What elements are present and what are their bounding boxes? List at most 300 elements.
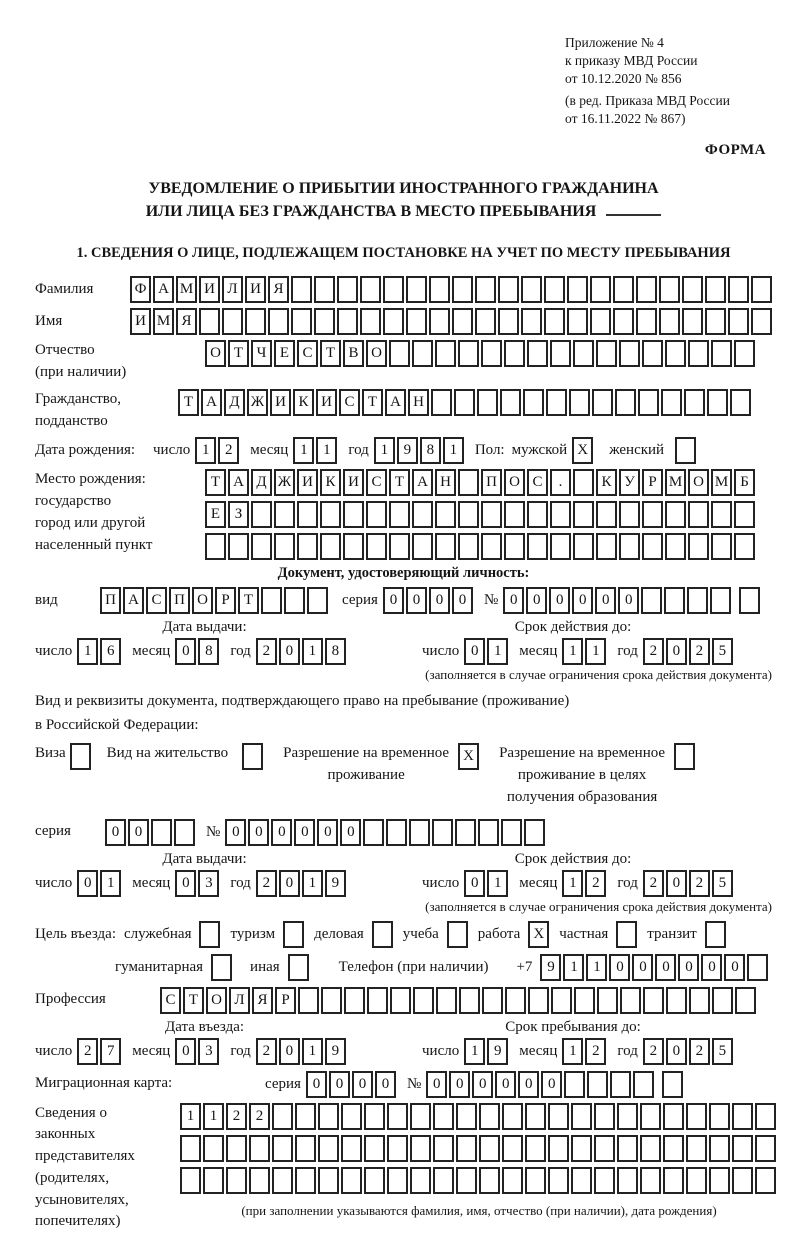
- char-cell[interactable]: С: [146, 587, 167, 614]
- char-cell[interactable]: [734, 501, 755, 528]
- char-cell[interactable]: И: [199, 276, 220, 303]
- char-cell[interactable]: [318, 1103, 339, 1130]
- char-cell[interactable]: [433, 1167, 454, 1194]
- char-cell[interactable]: 0: [105, 819, 126, 846]
- edu-permit-checkbox[interactable]: [674, 743, 697, 770]
- char-cell[interactable]: 8: [420, 437, 441, 464]
- char-cell[interactable]: [502, 1103, 523, 1130]
- char-cell[interactable]: 0: [678, 954, 699, 981]
- char-cell[interactable]: [550, 501, 571, 528]
- char-cell[interactable]: [619, 340, 640, 367]
- char-cell[interactable]: [390, 987, 411, 1014]
- char-cell[interactable]: С: [339, 389, 360, 416]
- char-cell[interactable]: Ж: [247, 389, 268, 416]
- char-cell[interactable]: [314, 308, 335, 335]
- char-cell[interactable]: [251, 533, 272, 560]
- char-cell[interactable]: [573, 501, 594, 528]
- char-cell[interactable]: [366, 501, 387, 528]
- char-cell[interactable]: [687, 587, 708, 614]
- char-cell[interactable]: [642, 533, 663, 560]
- purpose-study-checkbox[interactable]: [447, 921, 470, 948]
- char-cell[interactable]: [551, 987, 572, 1014]
- char-cell[interactable]: [261, 587, 282, 614]
- char-cell[interactable]: [367, 987, 388, 1014]
- birth-year-cells[interactable]: [374, 437, 466, 464]
- char-cell[interactable]: [481, 340, 502, 367]
- char-cell[interactable]: 0: [306, 1071, 327, 1098]
- char-cell[interactable]: [360, 308, 381, 335]
- char-cell[interactable]: [295, 1103, 316, 1130]
- char-cell[interactable]: 1: [562, 1038, 583, 1065]
- char-cell[interactable]: 1: [302, 1038, 323, 1065]
- char-cell[interactable]: [284, 587, 305, 614]
- char-cell[interactable]: [596, 501, 617, 528]
- char-cell[interactable]: 0: [724, 954, 745, 981]
- char-cell[interactable]: [458, 340, 479, 367]
- doc-expiry-day-cells[interactable]: [464, 638, 510, 665]
- char-cell[interactable]: [613, 308, 634, 335]
- doc-issue-year-cells[interactable]: [256, 638, 348, 665]
- char-cell[interactable]: [272, 1167, 293, 1194]
- char-cell[interactable]: [674, 743, 695, 770]
- char-cell[interactable]: [732, 1135, 753, 1162]
- char-cell[interactable]: [711, 501, 732, 528]
- char-cell[interactable]: 0: [375, 1071, 396, 1098]
- char-cell[interactable]: Е: [274, 340, 295, 367]
- char-cell[interactable]: 9: [487, 1038, 508, 1065]
- char-cell[interactable]: [636, 308, 657, 335]
- char-cell[interactable]: [521, 276, 542, 303]
- char-cell[interactable]: [337, 308, 358, 335]
- doc-series-cells[interactable]: [383, 587, 475, 614]
- char-cell[interactable]: [502, 1167, 523, 1194]
- char-cell[interactable]: [640, 1103, 661, 1130]
- char-cell[interactable]: Ж: [274, 469, 295, 496]
- char-cell[interactable]: 1: [562, 870, 583, 897]
- char-cell[interactable]: [548, 1103, 569, 1130]
- char-cell[interactable]: [663, 1135, 684, 1162]
- char-cell[interactable]: 2: [218, 437, 239, 464]
- char-cell[interactable]: [548, 1135, 569, 1162]
- char-cell[interactable]: X: [458, 743, 479, 770]
- char-cell[interactable]: 1: [302, 870, 323, 897]
- doc-number-extra-cell[interactable]: [739, 587, 762, 614]
- char-cell[interactable]: [433, 1103, 454, 1130]
- stay-month-cells[interactable]: [562, 1038, 608, 1065]
- char-cell[interactable]: [636, 276, 657, 303]
- doc-issue-month-cells[interactable]: [175, 638, 221, 665]
- char-cell[interactable]: [711, 533, 732, 560]
- char-cell[interactable]: 0: [526, 587, 547, 614]
- entry-day-cells[interactable]: [77, 1038, 123, 1065]
- char-cell[interactable]: [364, 1103, 385, 1130]
- char-cell[interactable]: А: [412, 469, 433, 496]
- char-cell[interactable]: К: [293, 389, 314, 416]
- char-cell[interactable]: 1: [487, 870, 508, 897]
- char-cell[interactable]: 9: [325, 1038, 346, 1065]
- char-cell[interactable]: [689, 987, 710, 1014]
- char-cell[interactable]: [435, 340, 456, 367]
- char-cell[interactable]: [705, 308, 726, 335]
- birth-place-cells-row1[interactable]: [205, 469, 757, 496]
- rvp-issue-month-cells[interactable]: [175, 870, 221, 897]
- char-cell[interactable]: У: [619, 469, 640, 496]
- char-cell[interactable]: 1: [563, 954, 584, 981]
- char-cell[interactable]: [571, 1167, 592, 1194]
- char-cell[interactable]: [564, 1071, 585, 1098]
- char-cell[interactable]: Т: [238, 587, 259, 614]
- char-cell[interactable]: [504, 533, 525, 560]
- char-cell[interactable]: М: [153, 308, 174, 335]
- char-cell[interactable]: [406, 308, 427, 335]
- char-cell[interactable]: [307, 587, 328, 614]
- char-cell[interactable]: [663, 1103, 684, 1130]
- char-cell[interactable]: [432, 819, 453, 846]
- char-cell[interactable]: 1: [203, 1103, 224, 1130]
- char-cell[interactable]: [711, 340, 732, 367]
- char-cell[interactable]: [297, 501, 318, 528]
- char-cell[interactable]: Т: [362, 389, 383, 416]
- char-cell[interactable]: [709, 1135, 730, 1162]
- char-cell[interactable]: [321, 987, 342, 1014]
- char-cell[interactable]: Л: [222, 276, 243, 303]
- char-cell[interactable]: [410, 1167, 431, 1194]
- temp-permit-checkbox[interactable]: [458, 743, 481, 770]
- char-cell[interactable]: 0: [352, 1071, 373, 1098]
- char-cell[interactable]: [684, 389, 705, 416]
- char-cell[interactable]: [594, 1135, 615, 1162]
- char-cell[interactable]: [574, 987, 595, 1014]
- char-cell[interactable]: [633, 1071, 654, 1098]
- char-cell[interactable]: 1: [316, 437, 337, 464]
- char-cell[interactable]: [458, 533, 479, 560]
- char-cell[interactable]: [291, 308, 312, 335]
- char-cell[interactable]: [272, 1103, 293, 1130]
- char-cell[interactable]: [525, 1103, 546, 1130]
- char-cell[interactable]: 0: [609, 954, 630, 981]
- char-cell[interactable]: [712, 987, 733, 1014]
- char-cell[interactable]: [481, 501, 502, 528]
- representatives-cells-row3[interactable]: [180, 1167, 778, 1194]
- char-cell[interactable]: [590, 276, 611, 303]
- char-cell[interactable]: 2: [643, 870, 664, 897]
- char-cell[interactable]: О: [504, 469, 525, 496]
- char-cell[interactable]: А: [123, 587, 144, 614]
- char-cell[interactable]: 7: [100, 1038, 121, 1065]
- char-cell[interactable]: П: [100, 587, 121, 614]
- char-cell[interactable]: [688, 340, 709, 367]
- char-cell[interactable]: 0: [279, 1038, 300, 1065]
- char-cell[interactable]: [613, 276, 634, 303]
- char-cell[interactable]: [592, 389, 613, 416]
- char-cell[interactable]: 2: [77, 1038, 98, 1065]
- char-cell[interactable]: 0: [666, 638, 687, 665]
- rvp-series-cells[interactable]: [105, 819, 197, 846]
- char-cell[interactable]: 1: [100, 870, 121, 897]
- char-cell[interactable]: [475, 276, 496, 303]
- char-cell[interactable]: [504, 340, 525, 367]
- char-cell[interactable]: [527, 340, 548, 367]
- char-cell[interactable]: Я: [252, 987, 273, 1014]
- char-cell[interactable]: Ч: [251, 340, 272, 367]
- char-cell[interactable]: [615, 389, 636, 416]
- char-cell[interactable]: [548, 1167, 569, 1194]
- char-cell[interactable]: [478, 819, 499, 846]
- char-cell[interactable]: [751, 276, 772, 303]
- char-cell[interactable]: [412, 501, 433, 528]
- char-cell[interactable]: [459, 987, 480, 1014]
- char-cell[interactable]: [735, 987, 756, 1014]
- char-cell[interactable]: [199, 921, 220, 948]
- char-cell[interactable]: 0: [279, 870, 300, 897]
- char-cell[interactable]: [435, 501, 456, 528]
- char-cell[interactable]: [341, 1167, 362, 1194]
- char-cell[interactable]: [617, 1167, 638, 1194]
- char-cell[interactable]: [569, 389, 590, 416]
- char-cell[interactable]: 0: [77, 870, 98, 897]
- char-cell[interactable]: 0: [518, 1071, 539, 1098]
- char-cell[interactable]: [389, 340, 410, 367]
- char-cell[interactable]: 2: [585, 1038, 606, 1065]
- char-cell[interactable]: [705, 276, 726, 303]
- doc-expiry-month-cells[interactable]: [562, 638, 608, 665]
- char-cell[interactable]: 2: [689, 870, 710, 897]
- char-cell[interactable]: 1: [302, 638, 323, 665]
- char-cell[interactable]: [456, 1135, 477, 1162]
- char-cell[interactable]: И: [343, 469, 364, 496]
- char-cell[interactable]: [274, 501, 295, 528]
- profession-cells[interactable]: [160, 987, 758, 1014]
- char-cell[interactable]: Р: [642, 469, 663, 496]
- char-cell[interactable]: [70, 743, 91, 770]
- char-cell[interactable]: А: [201, 389, 222, 416]
- char-cell[interactable]: 0: [294, 819, 315, 846]
- char-cell[interactable]: [616, 921, 637, 948]
- char-cell[interactable]: [709, 1103, 730, 1130]
- char-cell[interactable]: 8: [198, 638, 219, 665]
- char-cell[interactable]: [527, 501, 548, 528]
- doc-expiry-year-cells[interactable]: [643, 638, 735, 665]
- char-cell[interactable]: П: [481, 469, 502, 496]
- char-cell[interactable]: Т: [183, 987, 204, 1014]
- char-cell[interactable]: 3: [198, 870, 219, 897]
- char-cell[interactable]: [295, 1167, 316, 1194]
- char-cell[interactable]: [682, 308, 703, 335]
- char-cell[interactable]: [387, 1167, 408, 1194]
- char-cell[interactable]: [617, 1135, 638, 1162]
- char-cell[interactable]: 0: [452, 587, 473, 614]
- char-cell[interactable]: [755, 1135, 776, 1162]
- char-cell[interactable]: [341, 1135, 362, 1162]
- migration-number-cells[interactable]: [426, 1071, 656, 1098]
- char-cell[interactable]: [523, 389, 544, 416]
- char-cell[interactable]: [291, 276, 312, 303]
- char-cell[interactable]: 2: [249, 1103, 270, 1130]
- char-cell[interactable]: 1: [487, 638, 508, 665]
- char-cell[interactable]: 9: [540, 954, 561, 981]
- char-cell[interactable]: [479, 1167, 500, 1194]
- char-cell[interactable]: 5: [712, 870, 733, 897]
- char-cell[interactable]: Ф: [130, 276, 151, 303]
- char-cell[interactable]: [751, 308, 772, 335]
- char-cell[interactable]: [447, 921, 468, 948]
- purpose-official-checkbox[interactable]: [199, 921, 222, 948]
- birth-day-cells[interactable]: [195, 437, 241, 464]
- char-cell[interactable]: [410, 1135, 431, 1162]
- entry-month-cells[interactable]: [175, 1038, 221, 1065]
- stay-year-cells[interactable]: [643, 1038, 735, 1065]
- char-cell[interactable]: С: [527, 469, 548, 496]
- char-cell[interactable]: С: [366, 469, 387, 496]
- char-cell[interactable]: 0: [549, 587, 570, 614]
- char-cell[interactable]: 2: [585, 870, 606, 897]
- char-cell[interactable]: [452, 308, 473, 335]
- char-cell[interactable]: 0: [225, 819, 246, 846]
- char-cell[interactable]: П: [169, 587, 190, 614]
- char-cell[interactable]: [675, 437, 696, 464]
- char-cell[interactable]: [596, 340, 617, 367]
- char-cell[interactable]: [640, 1135, 661, 1162]
- char-cell[interactable]: Я: [176, 308, 197, 335]
- char-cell[interactable]: [205, 533, 226, 560]
- char-cell[interactable]: М: [176, 276, 197, 303]
- char-cell[interactable]: 9: [325, 870, 346, 897]
- char-cell[interactable]: [249, 1135, 270, 1162]
- rvp-number-cells[interactable]: [225, 819, 547, 846]
- char-cell[interactable]: Т: [228, 340, 249, 367]
- char-cell[interactable]: [597, 987, 618, 1014]
- char-cell[interactable]: [203, 1135, 224, 1162]
- char-cell[interactable]: 0: [426, 1071, 447, 1098]
- representatives-cells-row1[interactable]: [180, 1103, 778, 1130]
- char-cell[interactable]: [525, 1135, 546, 1162]
- char-cell[interactable]: [728, 276, 749, 303]
- char-cell[interactable]: [436, 987, 457, 1014]
- char-cell[interactable]: [199, 308, 220, 335]
- char-cell[interactable]: 0: [406, 587, 427, 614]
- char-cell[interactable]: Е: [205, 501, 226, 528]
- char-cell[interactable]: [573, 533, 594, 560]
- char-cell[interactable]: [180, 1135, 201, 1162]
- char-cell[interactable]: А: [153, 276, 174, 303]
- rvp-expiry-month-cells[interactable]: [562, 870, 608, 897]
- char-cell[interactable]: [573, 469, 594, 496]
- char-cell[interactable]: 5: [712, 638, 733, 665]
- char-cell[interactable]: О: [192, 587, 213, 614]
- entry-year-cells[interactable]: [256, 1038, 348, 1065]
- char-cell[interactable]: 0: [655, 954, 676, 981]
- char-cell[interactable]: [643, 987, 664, 1014]
- char-cell[interactable]: [619, 501, 640, 528]
- purpose-transit-checkbox[interactable]: [705, 921, 728, 948]
- char-cell[interactable]: [318, 1135, 339, 1162]
- char-cell[interactable]: [242, 743, 263, 770]
- char-cell[interactable]: 0: [464, 870, 485, 897]
- char-cell[interactable]: [410, 1103, 431, 1130]
- char-cell[interactable]: [372, 921, 393, 948]
- char-cell[interactable]: [666, 987, 687, 1014]
- char-cell[interactable]: 2: [256, 870, 277, 897]
- char-cell[interactable]: 0: [595, 587, 616, 614]
- char-cell[interactable]: Т: [178, 389, 199, 416]
- char-cell[interactable]: [642, 340, 663, 367]
- birth-place-cells-row2[interactable]: [205, 501, 757, 528]
- char-cell[interactable]: 5: [712, 1038, 733, 1065]
- migration-series-cells[interactable]: [306, 1071, 398, 1098]
- char-cell[interactable]: 1: [443, 437, 464, 464]
- char-cell[interactable]: X: [528, 921, 549, 948]
- char-cell[interactable]: С: [160, 987, 181, 1014]
- char-cell[interactable]: [550, 533, 571, 560]
- char-cell[interactable]: О: [688, 469, 709, 496]
- char-cell[interactable]: 0: [666, 1038, 687, 1065]
- char-cell[interactable]: [659, 276, 680, 303]
- char-cell[interactable]: Н: [408, 389, 429, 416]
- char-cell[interactable]: Н: [435, 469, 456, 496]
- char-cell[interactable]: [226, 1135, 247, 1162]
- char-cell[interactable]: [728, 308, 749, 335]
- char-cell[interactable]: Т: [389, 469, 410, 496]
- char-cell[interactable]: [406, 276, 427, 303]
- char-cell[interactable]: [710, 587, 731, 614]
- char-cell[interactable]: [594, 1167, 615, 1194]
- char-cell[interactable]: [500, 389, 521, 416]
- char-cell[interactable]: [544, 276, 565, 303]
- char-cell[interactable]: [686, 1135, 707, 1162]
- char-cell[interactable]: 0: [279, 638, 300, 665]
- birth-place-cells-row3[interactable]: [205, 533, 757, 560]
- char-cell[interactable]: [383, 308, 404, 335]
- char-cell[interactable]: 0: [618, 587, 639, 614]
- patronymic-cells[interactable]: [205, 340, 757, 367]
- char-cell[interactable]: [663, 1167, 684, 1194]
- char-cell[interactable]: [505, 987, 526, 1014]
- char-cell[interactable]: 0: [340, 819, 361, 846]
- char-cell[interactable]: 1: [562, 638, 583, 665]
- char-cell[interactable]: [295, 1135, 316, 1162]
- char-cell[interactable]: 2: [643, 1038, 664, 1065]
- char-cell[interactable]: К: [596, 469, 617, 496]
- char-cell[interactable]: [688, 533, 709, 560]
- char-cell[interactable]: [734, 340, 755, 367]
- doc-issue-day-cells[interactable]: [77, 638, 123, 665]
- char-cell[interactable]: [222, 308, 243, 335]
- char-cell[interactable]: [479, 1103, 500, 1130]
- char-cell[interactable]: 2: [256, 638, 277, 665]
- char-cell[interactable]: 0: [317, 819, 338, 846]
- char-cell[interactable]: Л: [229, 987, 250, 1014]
- char-cell[interactable]: [344, 987, 365, 1014]
- char-cell[interactable]: [642, 501, 663, 528]
- char-cell[interactable]: [337, 276, 358, 303]
- char-cell[interactable]: [475, 308, 496, 335]
- char-cell[interactable]: [610, 1071, 631, 1098]
- firstname-cells[interactable]: [130, 308, 774, 335]
- purpose-work-checkbox[interactable]: [528, 921, 551, 948]
- purpose-private-checkbox[interactable]: [616, 921, 639, 948]
- char-cell[interactable]: [730, 389, 751, 416]
- char-cell[interactable]: Б: [734, 469, 755, 496]
- char-cell[interactable]: 0: [464, 638, 485, 665]
- char-cell[interactable]: [571, 1103, 592, 1130]
- char-cell[interactable]: [550, 340, 571, 367]
- char-cell[interactable]: А: [228, 469, 249, 496]
- char-cell[interactable]: [314, 276, 335, 303]
- char-cell[interactable]: В: [343, 340, 364, 367]
- purpose-tourism-checkbox[interactable]: [283, 921, 306, 948]
- citizenship-cells[interactable]: [178, 389, 753, 416]
- char-cell[interactable]: [479, 1135, 500, 1162]
